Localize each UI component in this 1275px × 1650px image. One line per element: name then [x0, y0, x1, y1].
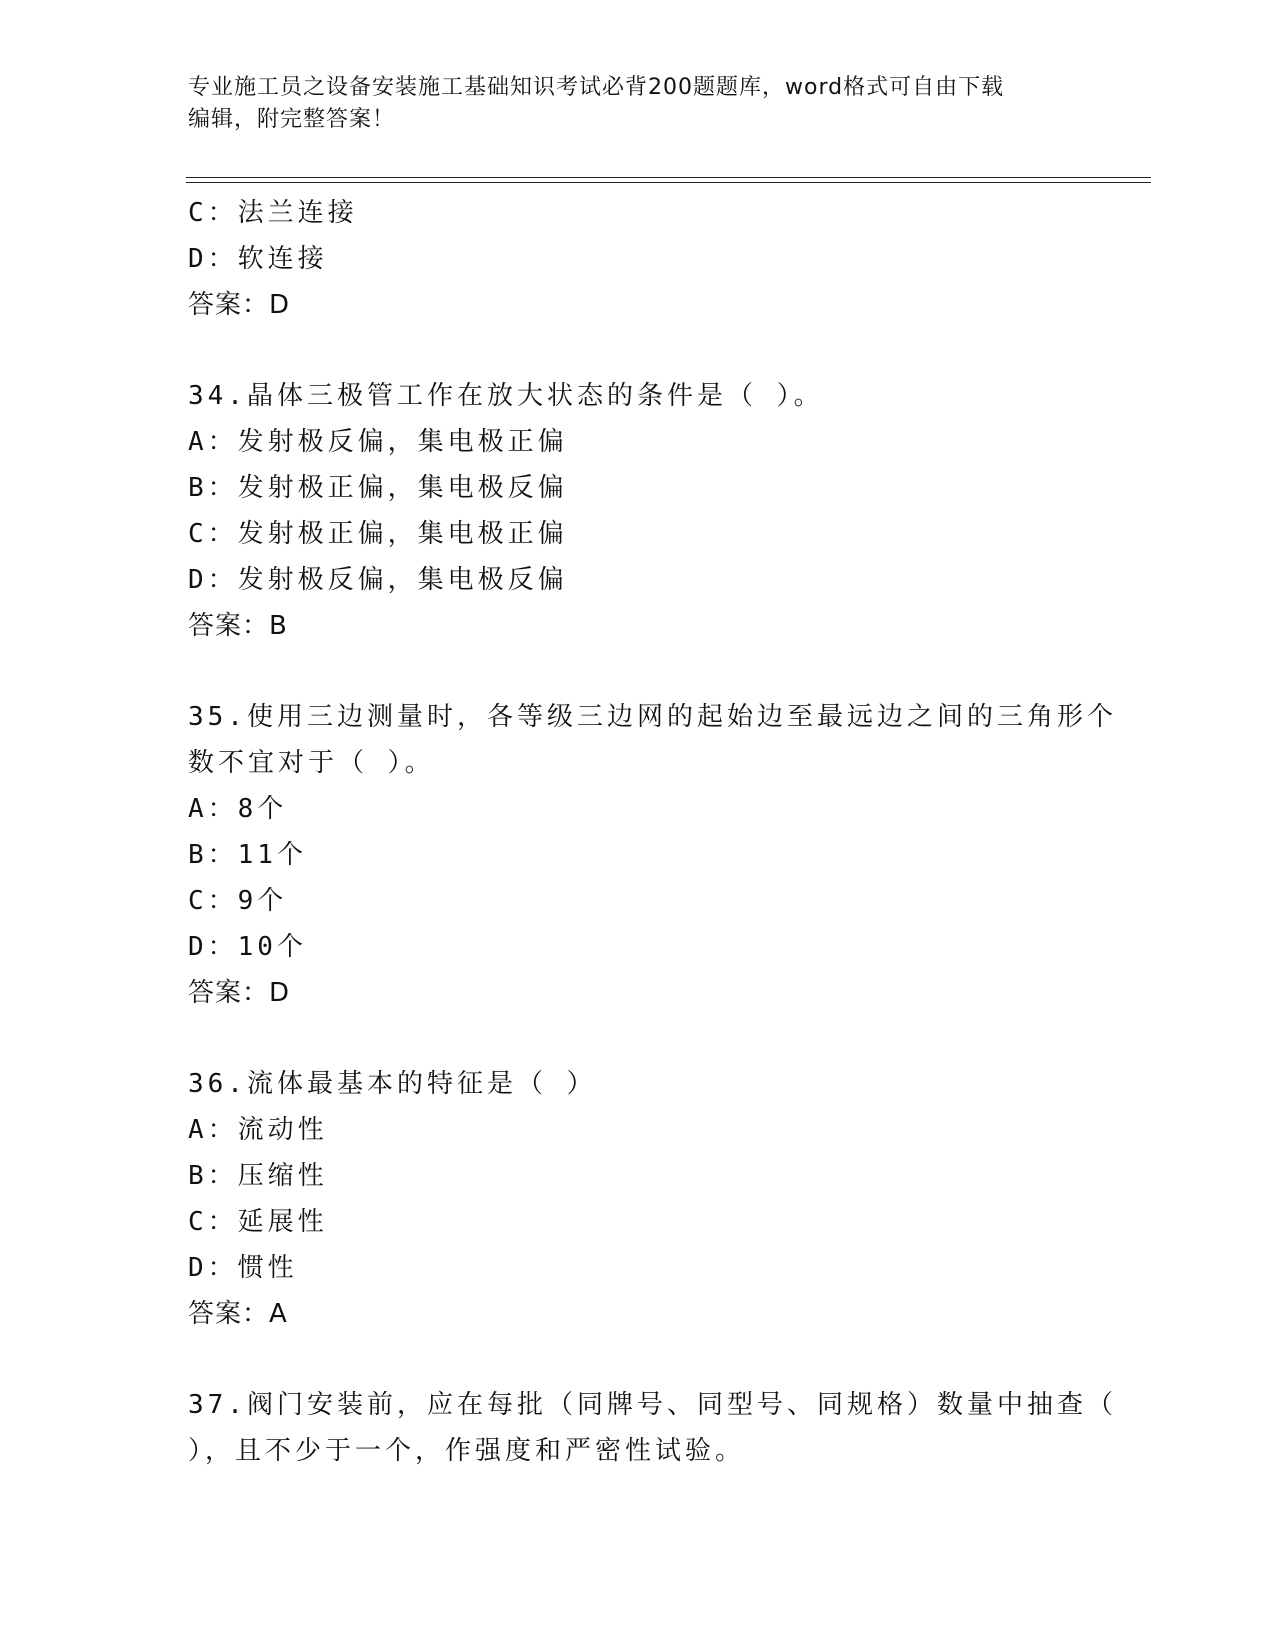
question-33-option-c: C：法兰连接 — [188, 198, 358, 228]
question-36-option-c: C：延展性 — [188, 1207, 328, 1237]
header-divider-top — [186, 177, 1151, 178]
question-35-option-b: B：11个 — [188, 840, 307, 870]
question-36-option-d: D：惯性 — [188, 1253, 298, 1283]
header-line-2: 编辑，附完整答案！ — [188, 107, 396, 132]
spacer — [188, 1337, 1088, 1382]
question-35-option-d: D：10个 — [188, 932, 307, 962]
question-36-option-b: B：压缩性 — [188, 1161, 328, 1191]
spacer — [188, 328, 1088, 373]
question-36 — [188, 1061, 1088, 1337]
question-34-option-b: B：发射极正偏，集电极反偏 — [188, 473, 568, 503]
question-34-text: 34.晶体三极管工作在放大状态的条件是（ ）。 — [188, 381, 824, 411]
spacer — [188, 649, 1088, 694]
question-34-option-d: D：发射极反偏，集电极反偏 — [188, 565, 568, 595]
question-33 — [188, 190, 1088, 328]
question-34-option-c: C：发射极正偏，集电极正偏 — [188, 519, 568, 549]
question-35-option-a: A：8个 — [188, 794, 288, 824]
question-34-answer: 答案：B — [188, 611, 288, 641]
document-header — [188, 72, 1068, 136]
question-35-option-c: C：9个 — [188, 886, 288, 916]
question-34-option-a: A：发射极反偏，集电极正偏 — [188, 427, 568, 457]
question-36-answer: 答案：A — [188, 1299, 288, 1329]
question-list — [188, 190, 1117, 1474]
question-33-option-d: D：软连接 — [188, 244, 328, 274]
question-35-text-line-2: 数不宜对于（ ）。 — [188, 748, 435, 778]
spacer — [188, 1016, 1088, 1061]
question-37-text-line-1: 37.阀门安装前，应在每批（同牌号、同型号、同规格）数量中抽查（ — [188, 1390, 1117, 1420]
question-37 — [188, 1382, 1117, 1474]
question-34 — [188, 373, 1088, 649]
question-33-answer: 答案：D — [188, 290, 291, 320]
question-36-text: 36.流体最基本的特征是（ ） — [188, 1069, 597, 1099]
question-36-option-a: A：流动性 — [188, 1115, 328, 1145]
header-divider-bottom — [186, 182, 1151, 183]
question-35-text-line-1: 35.使用三边测量时，各等级三边网的起始边至最远边之间的三角形个 — [188, 702, 1117, 732]
question-37-text-line-2: ），且不少于一个，作强度和严密性试验。 — [188, 1436, 746, 1466]
header-line-1: 专业施工员之设备安装施工基础知识考试必背200题题库，word格式可自由下载 — [188, 75, 1005, 100]
question-35 — [188, 694, 1117, 1016]
question-35-answer: 答案：D — [188, 978, 291, 1008]
